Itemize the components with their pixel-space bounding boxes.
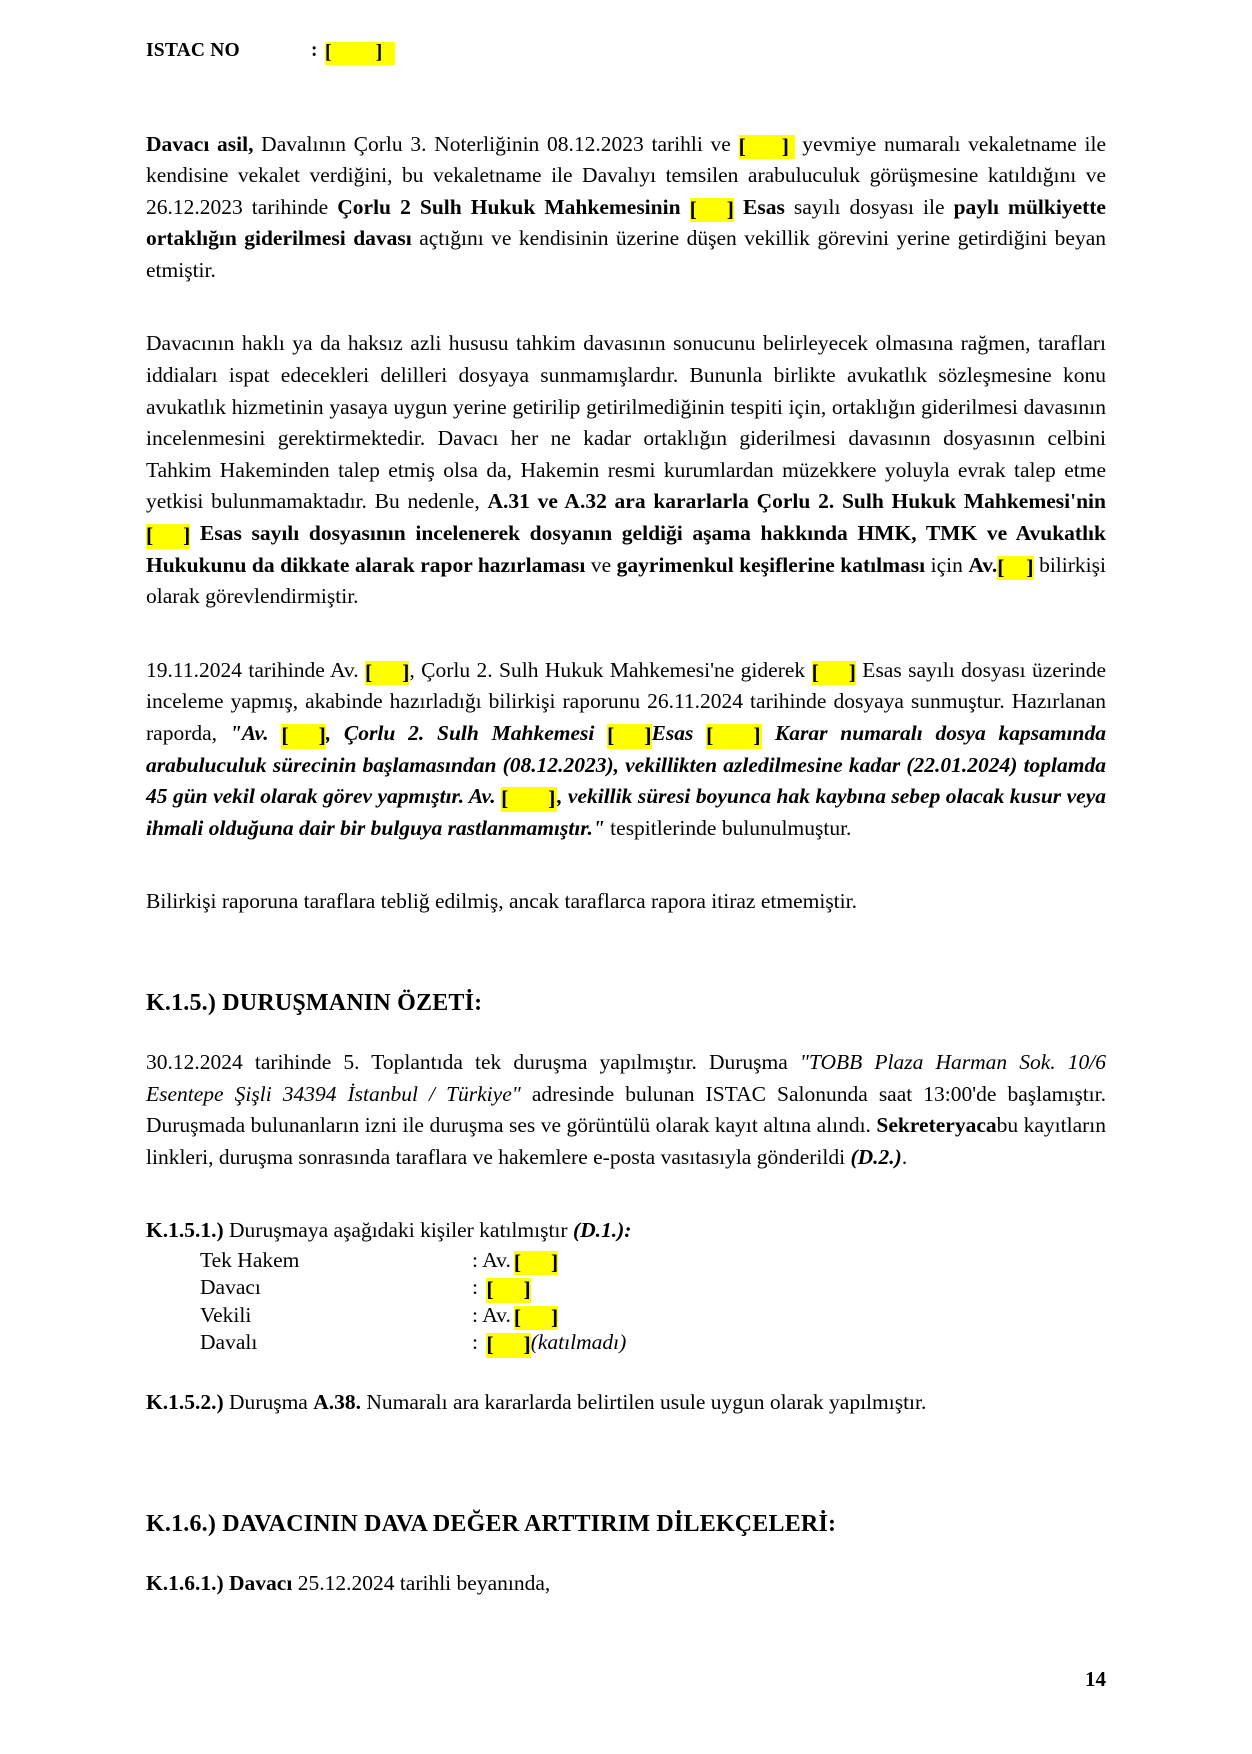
p3-text-4: tespitlerinde bulunulmuştur. [604, 815, 852, 840]
redacted-esas-no-3: [ ] [811, 659, 856, 684]
redacted-karar-no: [ ] [706, 723, 761, 747]
p3-italic-1: , Çorlu 2. Sulh Mahkemesi [325, 721, 608, 745]
participant-row [200, 1329, 1106, 1357]
redacted-av-name-2: [ ] [281, 723, 326, 747]
spacer [146, 1445, 1106, 1511]
k151-label: K.1.5.1.) [146, 1218, 224, 1243]
participant-row [200, 1247, 1106, 1275]
spacer [146, 63, 1106, 129]
participant-row [200, 1302, 1106, 1330]
k15-text-1: 30.12.2024 tarihinde 5. Toplantıda tek duruşma yapılmıştır. Duruşma [146, 1049, 800, 1074]
redacted-istac-no: [ ] [325, 42, 395, 65]
participant-value [472, 1329, 626, 1357]
p2-text-4: bilirkişi olarak görevlendirmiştir. [146, 552, 1106, 609]
redacted-participant-name: [ ] [486, 1332, 531, 1357]
spacer [146, 639, 1106, 655]
k152-label: K.1.5.2.) [146, 1390, 224, 1414]
p1-bold-1: Çorlu 2 Sulh Hukuk Mahkemesinin [337, 194, 690, 219]
participant-value [472, 1247, 558, 1275]
participant-row [200, 1274, 1106, 1302]
p2-bold-3: gayrimenkul keşiflerine katılması [616, 552, 926, 577]
participant-value [472, 1302, 558, 1330]
istac-no-colon: : [311, 40, 318, 61]
participant-colon: : [472, 1330, 478, 1355]
p3-italic-4: , vekillik süresi boyunca hak kaybına sebep olacak kusur veya ihmali olduğuna dair bir bulguya rastlanmamıştır." [146, 784, 1106, 840]
p3-italic-2: Esas [651, 721, 707, 745]
p1-text-1: Davalının Çorlu 3. Noterliğinin 08.12.2023 tarihli ve [253, 131, 739, 156]
spacer [146, 944, 1106, 990]
p2-text-3: için [925, 552, 969, 577]
p4-text-1: Bilirkişi raporuna taraflara tebliğ edilmiş, ancak taraflarca rapora itiraz etmemiştir. [146, 889, 857, 914]
k15-text-2: adresinde bulunan ISTAC Salonunda saat 13:00'de başlamıştır. Duruşmada bulunanların izni ile duruşma ses ve görüntülü olarak kayıt altına alındı. [146, 1081, 1107, 1138]
k15-text-3: bu kayıtların linkleri, duruşma sonrasında taraflara ve hakemlere e-posta vasıtasıyla gönderildi [146, 1113, 1107, 1169]
p1-bold-2: Esas [733, 194, 785, 219]
k151-ref-d1: (D.1.): [572, 1218, 632, 1243]
heading-k15-durusmanin-ozeti: K.1.5.) DURUŞMANIN ÖZETİ: [146, 989, 483, 1016]
redacted-participant-name: [ ] [513, 1249, 559, 1274]
p1-text-4: açtığını ve kendisinin üzerine düşen vekillik görevini yerine getirdiğini beyan etmiştir. [146, 226, 1106, 282]
redacted-participant-name: [ ] [486, 1277, 531, 1302]
participant-colon: : [472, 1247, 478, 1272]
redacted-esas-no-4: [ ] [607, 723, 652, 747]
participant-prefix: Av. [482, 1302, 511, 1327]
paragraph-k151 [146, 1215, 1106, 1247]
paragraph-k161 [146, 1568, 1106, 1600]
p3-quote-open: "Av. [229, 721, 282, 745]
p1-lead-bold: Davacı asil, [146, 131, 254, 156]
spacer [146, 870, 1106, 886]
p2-bold-1: A.31 ve A.32 ara kararlarla Çorlu 2. Sulh Hukuk Mahkemesi'nin [487, 489, 1106, 514]
redacted-yevmiye-no: [ ] [739, 135, 795, 160]
participant-role: Davacı [200, 1275, 261, 1300]
istac-no-header [146, 40, 1106, 63]
k151-text-1: Duruşmaya aşağıdaki kişiler katılmıştır [223, 1218, 573, 1243]
p1-bold-3: paylı mülkiyette ortaklığın giderilmesi davası [146, 194, 1106, 251]
redacted-esas-no-1: [ ] [689, 196, 734, 221]
p3-text-3: Esas sayılı dosyası üzerinde inceleme yapmış, akabinde hazırladığı bilirkişi raporunu 26.11.2024 tarihinde dosyaya sunmuştur. Hazırlanan raporda, [146, 657, 1107, 745]
participant-colon: : [472, 1302, 478, 1327]
k152-text-2: Numaralı ara kararlarda belirtilen usule uygun olarak yapılmıştır. [361, 1390, 927, 1414]
redacted-participant-name: [ ] [513, 1304, 559, 1329]
paragraph-durusma-detay [146, 1047, 1106, 1173]
paragraph-k152 [146, 1387, 1106, 1419]
participant-prefix: Av. [482, 1247, 511, 1272]
spacer [146, 1199, 1106, 1215]
spacer [146, 312, 1106, 328]
istac-no-label: ISTAC NO [146, 40, 240, 61]
k161-text-1: 25.12.2024 tarihli beyanında, [292, 1570, 551, 1595]
redacted-av-name-3: [ ] [501, 786, 556, 811]
page-content [146, 0, 1106, 1625]
p3-italic-3: Karar numaralı dosya kapsamında arabuluculuk sürecinin başlamasından (08.12.2023), vekillikten azledilmesine kadar (22.01.2024) toplamda 45 gün vekil olarak görev yapmıştır. Av. [146, 721, 1106, 809]
heading-k16-deger-arttirim: K.1.6.) DAVACININ DAVA DEĞER ARTTIRIM DİLEKÇELERİ: [146, 1510, 837, 1537]
k161-label: K.1.6.1.) Davacı [146, 1570, 293, 1595]
p3-text-1: 19.11.2024 tarihinde Av. [146, 657, 366, 682]
paragraph-davacinin-hakli [146, 328, 1106, 612]
redacted-bilirkisi-name: [ ] [997, 554, 1034, 579]
paragraph-davaci-asil [146, 129, 1106, 287]
p1-text-3: sayılı dosyası ile [784, 194, 954, 219]
p2-text-2: ve [585, 552, 617, 577]
k15-address-italic: "TOBB Plaza Harman Sok. 10/6 Esentepe Şişli 34394 İstanbul / Türkiye" [146, 1049, 1106, 1106]
p2-bold-4: Av. [968, 552, 998, 577]
spacer [146, 1357, 1106, 1387]
participant-value [472, 1274, 531, 1302]
participant-colon: : [472, 1275, 478, 1300]
participant-role: Tek Hakem [200, 1247, 300, 1272]
page-number: 14 [1085, 1667, 1106, 1691]
p2-text-1: Davacının haklı ya da haksız azli hususu tahkim davasının sonucunu belirleyecek olmasına rağmen, tarafları iddiaları ispat edecekleri delilleri dosyaya sunmamışlardır. Bununla birlikte avukatlık sözleşmesine konu avukatlık hizmetinin yasaya uygun yerine getirilip getirilmediğinin tespiti için, ortaklığın giderilmesi davasının incelenmesini gerektirmektedir. Davacı her ne kadar ortaklığın giderilmesi davasının dosyasının celbini Tahkim Hakeminden talep etmiş olsa da, Hakemin resmi kurumlardan müzekkere yoluyla evrak talep etme yetkisi bulunmamaktadır. Bu nedenle, [146, 331, 1106, 514]
participant-role: Vekili [200, 1302, 252, 1327]
redacted-av-name-1: [ ] [365, 659, 410, 684]
participant-suffix: (katılmadı) [530, 1330, 627, 1355]
k15-text-4: . [901, 1144, 908, 1169]
paragraph-bilirkisi-raporu [146, 655, 1106, 845]
paragraph-rapor-teblig [146, 886, 1106, 918]
k152-text-1: Duruşma [223, 1390, 314, 1414]
k152-bold-a38: A.38. [313, 1390, 361, 1414]
k15-ref-d2: (D.2.) [850, 1144, 902, 1169]
k15-bold-sekreterya: Sekreteryaca [876, 1113, 997, 1138]
participants-list [200, 1247, 1106, 1357]
p2-bold-2: Esas sayılı dosyasının incelenerek dosyanın geldiği aşama hakkında HMK, TMK ve Avukatlık Hukukunu da dikkate alarak rapor hazırlaması [146, 521, 1106, 577]
participant-role: Davalı [200, 1330, 258, 1355]
redacted-esas-no-2: [ ] [146, 523, 191, 548]
p1-text-2: yevmiye numaralı vekaletname ile kendisine vekalet verdiğini, bu vekaletname ile Davalıyı temsilen arabuluculuk görüşmesine katıldığını ve 26.12.2023 tarihinde [146, 131, 1106, 219]
p3-text-2: , Çorlu 2. Sulh Hukuk Mahkemesi'ne giderek [409, 657, 812, 682]
